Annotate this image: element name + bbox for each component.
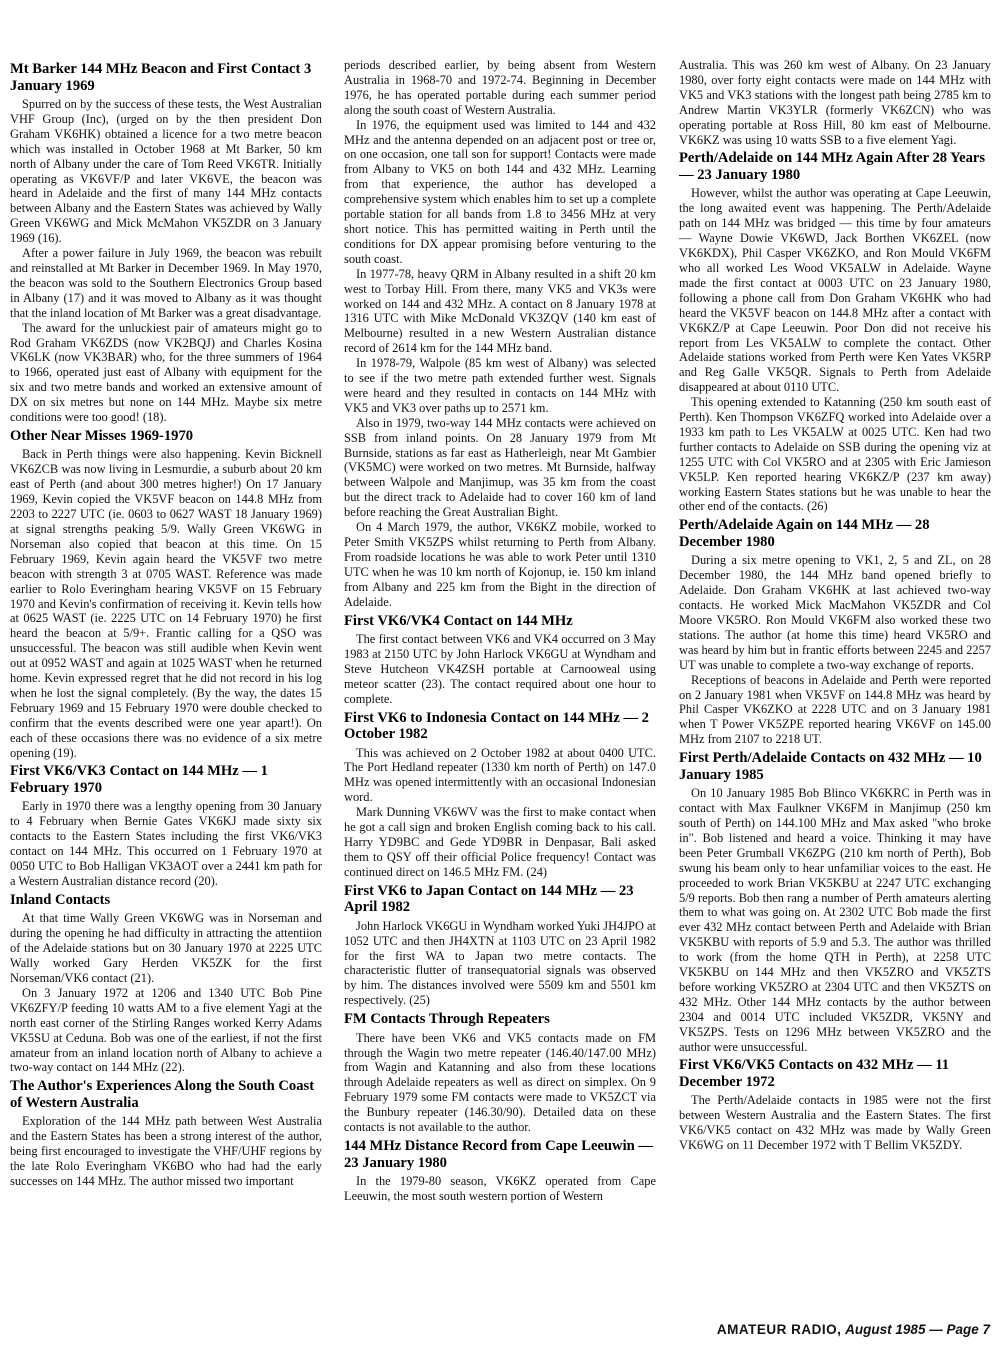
footer-magazine: AMATEUR RADIO, bbox=[716, 1322, 842, 1337]
section-heading: Other Near Misses 1969-1970 bbox=[10, 427, 194, 444]
column-2 bbox=[344, 58, 656, 1204]
article-paragraph: This opening extended to Katanning (250 km south east of Perth). Ken Thompson VK6ZFQ worked into Adelaide over a 1933 km path to Les VK5ALW at 0025 UTC. Ken had two further contacts to Adelaide on SSB during the opening viz at 1255 UTC with Col VK5RO and at 2305 with Eric Jamieson VK5LP. Ken reported hearing VK6KZ/P (237 km away) working Eastern States stations but he was unable to hear the other end of the contacts. (26) bbox=[679, 395, 991, 514]
article-paragraph: The Perth/Adelaide contacts in 1985 were not the first between Western Australia and the Eastern States. The first VK6/VK5 contact on 432 MHz was made by Wally Green VK6WG on 11 December 1972 with T Bellim VK5ZDY. bbox=[679, 1093, 991, 1153]
article-paragraph: Exploration of the 144 MHz path between West Australia and the Eastern States has been a strong interest of the author, being first encouraged to investigate the VHF/UHF regions by the late Rolo Everingham VK6BO who had had the early successes on 144 MHz. The author missed two important bbox=[10, 1114, 322, 1188]
section-heading: Mt Barker 144 MHz Beacon and First Contact 3 January 1969 bbox=[10, 61, 312, 94]
article-paragraph: John Harlock VK6GU in Wyndham worked Yuki JH4JPO at 1052 UTC and then JH4XTN at 1103 UTC on 23 April 1982 for the first WA to Japan two metre contacts. The characteristic flutter of transequatorial signals was observed by him. The distances involved were 5509 km and 5501 km respectively. (25) bbox=[344, 918, 656, 1008]
section-heading: First VK6/VK4 Contact on 144 MHz bbox=[344, 612, 573, 629]
section-heading: First Perth/Adelaide Contacts on 432 MHz — 10 January 1985 bbox=[679, 750, 982, 783]
section-heading: The Author's Experiences Along the South Coast of Western Australia bbox=[10, 1078, 315, 1111]
article-paragraph: In 1977-78, heavy QRM in Albany resulted in a shift 20 km west to Torbay Hill. From there, many VK5 and VK3s were worked on 144 and 432 MHz. A contact on 8 January 1978 at 1316 UTC with Mike McDonald VK3ZQV (140 km east of Melbourne) resulted in a new Western Australian distance record of 2614 km for the 144 MHz band. bbox=[344, 266, 656, 356]
article-paragraph: In 1976, the equipment used was limited to 144 and 432 MHz and the antenna depended on an adjacent post or tree or, on one occasion, one tall son for support! Contacts were made from Albany to VK5 on both 144 and 432 MHz. Learning from that experience, the author has developed a comprehensive system which enables him to set up a complete portable station for all bands from 1.8 to 3456 MHz at very short notice. This has permitted waiting in Perth until the conditions for DX appear promising before venturing to the south coast. bbox=[344, 117, 656, 266]
article-paragraph: Also in 1979, two-way 144 MHz contacts were achieved on SSB from inland points. On 28 January 1979 from Mt Burnside, stations as far east as Hatherleigh, near Mt Gambier (VK5MC) were worked on two metres. Mt Burnside, halfway between Walpole and Manjimup, was 35 km from the coast but the direct track to Adelaide had to cover 160 km of land before reaching the Great Australian Bight. bbox=[344, 415, 656, 520]
article-paragraph: At that time Wally Green VK6WG was in Norseman and during the opening he had difficulty in attracting the attentiion of the Adelaide stations but on 30 January 1970 at 2225 UTC Wally worked Gary Herden VK5ZK for the first Norseman/VK6 contact (21). bbox=[10, 911, 322, 986]
article-paragraph: The award for the unluckiest pair of amateurs might go to Rod Graham VK6ZDS (now VK2BQJ) and Charles Kosina VK6LK (now VK3BAR) who, for the three summers of 1964 to 1966, operated just east of Albany with equipment for the six and two metre bands and worked an extensive amount of DX on six metres but none on 144 MHz. Maybe six metre conditions were too good! (18). bbox=[10, 320, 322, 425]
section-heading: First VK6 to Indonesia Contact on 144 MHz — 2 October 1982 bbox=[344, 709, 649, 743]
article-paragraph: periods described earlier, by being absent from Western Australia in 1968-70 and 1972-74. Beginning in December 1976, he has operated portable during each summer period along the south coast of Western Australia. bbox=[344, 58, 656, 117]
article-paragraph: There have been VK6 and VK5 contacts made on FM through the Wagin two metre repeater (146.40/147.00 MHz) from Wagin and Katanning and also from these locations through Adelaide repeaters as well as direct on simplex. On 9 February 1979 some FM contacts were made to VK5ZCT via the Bunbury repeater (146.30/90). Detailed data on these contacts is not available to the author. bbox=[344, 1030, 656, 1135]
section-heading: First VK6 to Japan Contact on 144 MHz — 23 April 1982 bbox=[344, 882, 634, 916]
article-paragraph: On 4 March 1979, the author, VK6KZ mobile, worked to Peter Smith VK5ZPS whilst returning to Perth from Albany. From roadside locations he was able to work Peter until 1310 UTC when he was 10 km north of Kojonup, ie. 150 km inland from Albany and 225 km from the Bight in the direction of Adelaide. bbox=[344, 520, 656, 609]
article-paragraph: Back in Perth things were also happening. Kevin Bicknell VK6ZCB was now living in Lesmurdie, a suburb about 20 km east of Perth (and about 300 metres higher!) On 17 January 1969, Kevin copied the VK5VF beacon on 144.8 MHz from 2203 to 2227 UTC (ie. 0603 to 0627 WAST 18 January 1969) at signal strengths peaking 5/9. Wally Green VK6WG in Norseman also copied that beacon at this time. On 15 February 1969, Kevin again heard the VK5VF two metre beacon with strength 3 at 0705 WAST. Reference was made earlier to Rolo Everingham hearing VK5VF on 15 February 1970 and Kevin's confirmation of receiving it. Kevin tells how at 0625 WAST (ie. 2225 UTC on 14 February 1970) he first heard the beacon at 5/9+. Frantic calling for a QSO was unsuccessful. The beacon was still audible when Kevin went out at 0952 WAST and again at 1025 WAST when he returned home. Kevin expressed regret that he did not record in his log when he lost the signal completely. (By the way, the dates 15 February 1969 and 15 February 1970 were double checked to confirm that the events described were one year apart!). On each of these occasions there was no evidence of a six metre opening (19). bbox=[10, 447, 322, 760]
page-footer bbox=[717, 1322, 990, 1337]
section-heading: First VK6/VK5 Contacts on 432 MHz — 11 December 1972 bbox=[679, 1057, 950, 1090]
footer-page-number: Page 7 bbox=[946, 1322, 990, 1337]
section-heading: Perth/Adelaide Again on 144 MHz — 28 December 1980 bbox=[679, 517, 930, 550]
article-paragraph: This was achieved on 2 October 1982 at about 0400 UTC. The Port Hedland repeater (1330 km north of Perth) on 147.0 MHz was opened intermittently with an occasional Indonesian word. bbox=[344, 745, 656, 805]
section-heading: Inland Contacts bbox=[10, 891, 111, 908]
article-paragraph: Spurred on by the success of these tests, the West Australian VHF Group (Inc), (urged on by the then president Don Graham VK6HK) obtained a licence for a two metre beacon which was installed in October 1968 at Mt Barker, 50 km north of Albany under the care of Tom Reed VK6TR. Initially operating as VK6VF/P and later VK6VE, the beacon was heard in Adelaide and the first of many 144 MHz contacts between Albany and the Eastern States was achieved by Wally Green VK6WG and Mick McMahon VK5ZDR on 3 January 1969 (16). bbox=[10, 97, 322, 246]
article-paragraph: On 10 January 1985 Bob Blinco VK6KRC in Perth was in contact with Max Faulkner VK6FM in Manjimup (250 km south of Perth) on 144.100 MHz and Max asked "who broke in". Bob listened and heard a voice. Thinking it may have been Peter Grumball VK6ZPG (210 km north of Perth), Bob swung his beam only to hear unfamiliar voices to the east. He proceeded to work Brian VK5KBU at 2247 UTC exchanging 5/9 reports. Bob then rang a number of Perth amateurs alerting them to what was going on. At 2302 UTC Bob made the first ever 432 MHz contact between Perth and Adelaide with Brian VK5KBU with reports of 5.9 and 5.3. The author was thrilled to work (from the home QTH in Perth), at 2258 UTC VK5KBU on 144 MHz and then VK5ZRO and VK5ZTS before working VK5ZRO at 2304 UTC and then VK5ZTS on 432 MHz. Other 144 MHz contacts by the author between 2304 and 0014 UTC included VK5ZDR, VK5NY and VK5ZPS. Tests on 1296 MHz between VK5ZRO and the author were unsuccessful. bbox=[679, 786, 991, 1054]
article-paragraph: Mark Dunning VK6WV was the first to make contact when he got a call sign and broken English coming back to his call. Harry YD9BC and Gede YD9BR in Denpasar, Bali asked them to QSY off their official Police frequency! Contact was continued direct on 146.5 MHz FM. (24) bbox=[344, 805, 656, 879]
section-heading: Perth/Adelaide on 144 MHz Again After 28 Years — 23 January 1980 bbox=[679, 150, 986, 183]
article-paragraph: Australia. This was 260 km west of Albany. On 23 January 1980, over forty eight contacts were made on 144 MHz with VK5 and VK3 stations with the longest path being 2785 km to Andrew Martin VK3YLR (formerly VK6ZCN) who was operating portable at Ross Hill, 80 km east of Melbourne. VK6KZ was using 10 watts SSB to a five element Yagi. bbox=[679, 58, 991, 147]
column-3 bbox=[679, 58, 991, 1153]
article-paragraph: Receptions of beacons in Adelaide and Perth were reported on 2 January 1981 when VK5VF on 144.8 MHz was heard by Phil Casper VK6ZKO at 2228 UTC and on 3 January 1981 when T Power VK5ZPE reported hearing VK6VF on 145.00 MHz from 2107 to 2218 UT. bbox=[679, 672, 991, 747]
section-heading: First VK6/VK3 Contact on 144 MHz — 1 February 1970 bbox=[10, 763, 268, 796]
article-paragraph: During a six metre opening to VK1, 2, 5 and ZL, on 28 December 1980, the 144 MHz band opened briefly to Adelaide. Don Graham VK6HK at last achieved two-way contacts. He worked Mick MacMahon VK5ZDR and Col Moore VK5RO. Ron Mould VK6FM also worked these two stations. The author (at home this time) heard VK5RO and was heard by him but in frantic efforts between 2245 and 2257 UT was unable to complete a two-way exchange of reports. bbox=[679, 553, 991, 672]
article-paragraph: The first contact between VK6 and VK4 occurred on 3 May 1983 at 2150 UTC by John Harlock VK6GU at Wyndham and Steve Hutcheon VK4ZSH portable at Carnooweal using meteor scatter (23). The contact required about one hour to complete. bbox=[344, 632, 656, 706]
article-paragraph: In 1978-79, Walpole (85 km west of Albany) was selected to see if the two metre path extended further west. Signals were heard and they resulted in contacts on 144 MHz with VK5 and VK3 over paths up to 2571 km. bbox=[344, 356, 656, 415]
article-paragraph: After a power failure in July 1969, the beacon was rebuilt and reinstalled at Mt Barker in December 1969. In May 1970, the beacon was sold to the Southern Electronics Group based in Albany (17) and it was moved to Albany as it was thought that the inland location of Mt Barker was a great disadvantage. bbox=[10, 246, 322, 320]
footer-issue: August 1985 — bbox=[845, 1322, 943, 1337]
section-heading: 144 MHz Distance Record from Cape Leeuwin — 23 January 1980 bbox=[344, 1138, 653, 1171]
article-paragraph: Early in 1970 there was a lengthy opening from 30 January to 4 February when Bernie Gates VK6KJ made sixty six contacts to the Eastern States including the first VK6/VK3 contact on 144 MHz. This occurred on 1 February 1970 at 0050 UTC to Bob Halligan VK3AOT over a 2441 km path for a Western Australian distance record (20). bbox=[10, 799, 322, 888]
section-heading: FM Contacts Through Repeaters bbox=[344, 1011, 550, 1028]
article-paragraph: In the 1979-80 season, VK6KZ operated from Cape Leeuwin, the most south western portion of Western bbox=[344, 1174, 656, 1203]
article-paragraph: However, whilst the author was operating at Cape Leeuwin, the long awaited event was happening. The Perth/Adelaide path on 144 MHz was bridged — this time by four amateurs — Wayne Dowie VK6WD, Jack Borthen VK6ZEL (now VK6KDX), Phil Casper VK6ZKO, and Ron Mould VK6FM who all worked Les Wood VK5ALW in Adelaide. Wayne made the first contact at 0003 UTC on 23 January 1980, following a phone call from Don Graham VK6HK who had heard the VK5VF beacon on 144.8 MHz after a contact with VK6KZ/P at Cape Leeuwin. Poor Don did not receive his report from Les VK5ALW to complete the contact. Other Adelaide stations worked from Perth were Ken Yates VK5RP and Reg Galle VK5QR. Signals to Perth from Adelaide disappeared at about 0110 UTC. bbox=[679, 186, 991, 395]
column-1 bbox=[10, 58, 322, 1189]
article-paragraph: On 3 January 1972 at 1206 and 1340 UTC Bob Pine VK6ZFY/P feeding 10 watts AM to a five element Yagi at the north east corner of the Stirling Ranges worked Kerry Adams VK5SU at Ceduna. Bob was one of the earliest, if not the first amateur from an inland location north of Albany to achieve a two-way contact on 144 MHz (22). bbox=[10, 985, 322, 1075]
